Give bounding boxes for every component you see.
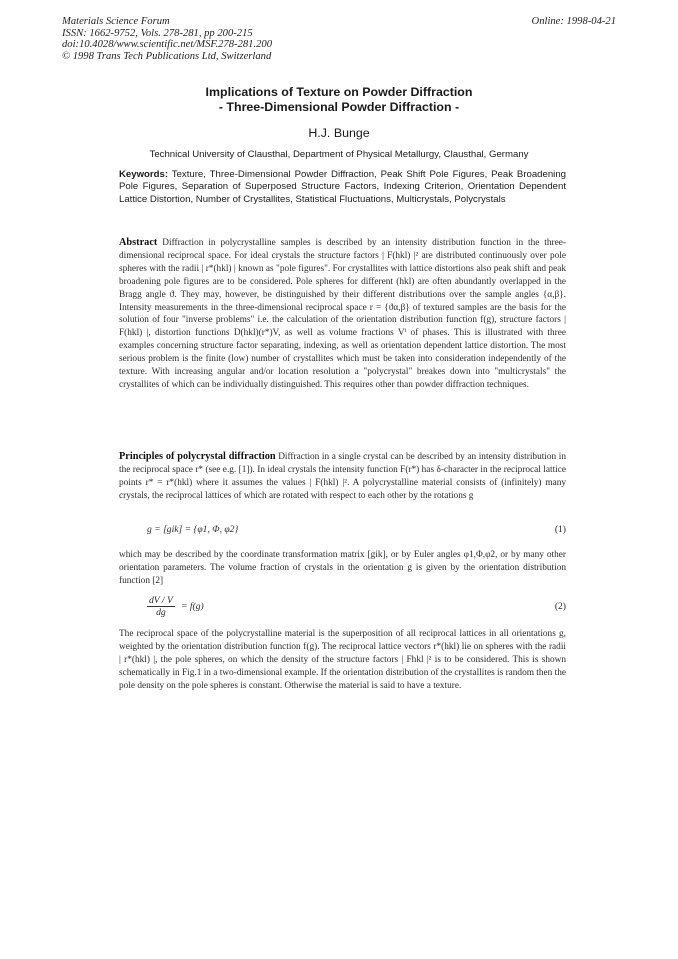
abstract-paragraph — [119, 237, 566, 392]
orientation-paragraph — [119, 549, 566, 588]
equation-1-number: (1) — [554, 524, 566, 535]
copyright-line: © 1998 Trans Tech Publications Ltd, Switzerland — [62, 50, 272, 62]
orientation-text: which may be described by the coordinate transformation matrix [gik], or by Euler angles φ1,Φ,φ2, or by many other orientation parameters. The volume fraction of crystals in the orientation g is given by the orientation distribution function [2] — [119, 550, 566, 586]
author-name: H.J. Bunge — [308, 126, 370, 140]
equation-2-number: (2) — [554, 601, 566, 612]
journal-name: Materials Science Forum — [62, 16, 170, 27]
paper-title — [0, 85, 678, 115]
abstract-text: Diffraction in polycrystalline samples is described by an intensity distribution function in the three-dimensional reciprocal space. For ideal crystals the structure factors | F(hkl) |² are distributed continuously over pole spheres with the radii | r*(hkl) | known as "pole figures". For crystallites with lattice distortions also peak shift and peak broadening pole figures are to be considered. Pole spheres for different (hkl) are often abundantly overlapped in the Bragg angle ϑ. They may, however, be distinguished by their different distributions over the sample angles {α,β}. Intensity measurements in the three-dimensional reciprocal space r = {ϑα,β} of textured samples are the basis for the solution of four "inverse problems" i.e. the calculation of the orientation distribution function f(g), structure factors | F(hkl) |, distortion functions D(hkl)(r*)V, as well as volume fractions Vⁱ of phases. This is illustrated with three examples concerning structure factor separating, indexing, as well as orientation dependent lattice distortion. The most serious problem is the finite (low) number of crystallites which must be taken into consideration independently of the texture. With increasing angular and/or location resolution a "polycrystal" breakes down into "multicrystals" the crystallites of which can be individually distinguished. This requires other than powder diffraction techniques. — [119, 238, 566, 390]
reciprocal-space-text: The reciprocal space of the polycrystalline material is the superposition of all reciprocal lattices in all orientations g, weighted by the orientation distribution function f(g). The reciprocal lattice vectors r*(hkl) lie on spheres with the radii | r*(hkl) |, the pole spheres, on which the density of the structure factors | Fhkl |² is to be considered. This is shown schematically in Fig.1 in a two-dimensional example. If the orientation distribution of the crystallites is random then the pole density on the pole spheres is constant. Otherwise the material is said to have a texture. — [119, 629, 566, 691]
principles-paragraph — [119, 451, 566, 503]
keywords-label: Keywords: — [119, 169, 169, 180]
principles-text: Diffraction in a single crystal can be described by an intensity distribution in the reciprocal space r* (see e.g. [1]). In ideal crystals the intensity function F(r*) has δ-character in the reciprocal lattice points r* = r*(hkl) where it assumes the values | F(hkl) |². A polycrystalline material consists of (infinitely) many crystals, the reciprocal lattices of which are rotated with respect to each other by the rotations g — [119, 452, 566, 501]
online-date: Online: 1998-04-21 — [531, 16, 616, 27]
journal-header — [62, 16, 272, 62]
reciprocal-space-paragraph — [119, 628, 566, 693]
title-line-1: Implications of Texture on Powder Diffraction — [205, 85, 473, 99]
keywords-block — [119, 169, 566, 206]
equation-2-denominator: dg — [156, 607, 166, 618]
title-line-2: - Three-Dimensional Powder Diffraction - — [218, 100, 460, 114]
author-affiliation: Technical University of Clausthal, Department of Physical Metallurgy, Clausthal, Germany — [149, 149, 529, 160]
equation-2-rhs: = f(g) — [181, 601, 204, 612]
principles-heading: Principles of polycrystal diffraction — [119, 451, 276, 462]
doi-line: doi:10.4028/www.scientific.net/MSF.278-281.200 — [62, 39, 272, 51]
keywords-text: Texture, Three-Dimensional Powder Diffraction, Peak Shift Pole Figures, Peak Broadening Pole Figures, Separation of Superposed Structure Factors, Indexing Criterion, Orientation Dependent Lattice Distortion, Number of Crystallites, Statistical Fluctuations, Multicrystals, Polycrystals — [119, 169, 566, 205]
equation-2-fraction — [147, 595, 175, 618]
abstract-heading: Abstract — [119, 237, 158, 248]
equation-2-numerator: dV / V — [149, 595, 173, 606]
issn-line: ISSN: 1662-9752, Vols. 278-281, pp 200-215 — [62, 27, 253, 39]
equation-1-expression: g = [gik] = {φ1, Φ, φ2} — [147, 524, 239, 535]
equation-2 — [147, 595, 566, 619]
equation-1 — [147, 524, 566, 535]
